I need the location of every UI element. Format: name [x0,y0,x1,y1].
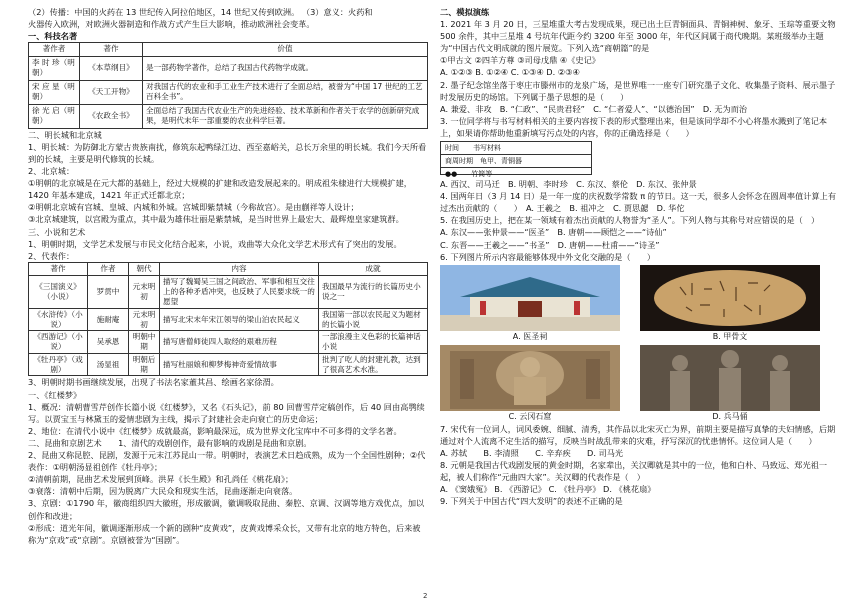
question-2: 2. 墨子纪念馆坐落于枣庄市滕州市的龙泉广场，是世界唯一一座专门研究墨子文化、收集墨子资料、展示墨子时发展历史的场馆。下列属于墨子思想的是（ ） [440,79,836,102]
table-row [29,276,428,308]
question-1-answers: A. ①②③ B. ①②④ C. ①③④ D. ②③④ [440,67,580,78]
th-work: 著作 [80,43,143,57]
question-3-answers: A. 西汉、司马迁 B. 明朝、李时珍 C. 东汉、蔡伦 D. 东汉、张仲景 [440,179,697,190]
question-5-answers-a: A. 东汉——张仲景——“医圣” B. 唐朝——顾恺之——“诗仙” [440,227,667,238]
question-9: 9. 下列关于中国古代“四大发明”的表述不正确的是 [440,496,623,507]
caption: B. 甲骨文 [712,331,748,341]
image-row-2 [440,345,840,423]
cell-achievement: 批判了吃人的封建礼教，达到了很高艺术水准。 [319,353,428,376]
paragraph: 2、地位：在清代小说中《红楼梦》成就最高，影响最深远，成为世界文化宝库中不可多得的文学名著。 [28,425,402,436]
temple-gate-image [440,265,620,331]
section-heading-opera: 二、昆曲和京剧艺术 1、清代的戏剧创作，最有影响的戏剧是昆曲和京剧。 [28,437,312,448]
section-heading-tech: 一、科技名著 [28,31,78,42]
th-content: 内容 [160,262,319,276]
cell-content: 描写北宋末年宋江领导的梁山泊农民起义 [160,308,319,331]
th-work: 著作 [29,262,88,276]
page-number: 2 [423,592,428,600]
th-achievement: 成就 [319,262,428,276]
table-row [29,308,428,331]
paragraph: 3、明朝时期书画继续发展，出现了书法名家董其昌、绘画名家徐渭。 [28,377,279,388]
terracotta-warriors-image [640,345,820,411]
cell-achievement: 一部浪漫主义色彩的长篇神话小说 [319,331,428,354]
paragraph: 3、京剧：①1790 年，徽商组织四大徽班，形成徽调，徽调吸取昆曲、秦腔、京调、汉调等地方戏优点，加以创作和改进； [28,498,425,521]
cell-value: 是一部药物学著作，总结了我国古代药物学成就。 [143,56,428,80]
cell-content: 描写唐僧师徒四人取经的艰难历程 [160,331,319,354]
question-3: 3. 一位同学将与书写材料相关的主要内容按下表的形式整理出来，但是该同学却不小心将墨水溅到了笔记本上，如果请你帮助他重新填写污点处的内容，你的正确选择是（ ） [440,115,828,138]
photo-oracle-bone [640,265,820,343]
photo-yishengci [440,265,620,343]
paragraph: 2、北京城： [28,166,75,177]
cell-author: 施耐庵 [88,308,129,331]
question-2-answers: A. 兼爱、非攻 B. “仁政”、“民贵君轻” C. “仁者爱人”、“以德治国” D. 无为而治 [440,103,748,114]
section-heading-novels: 三、小说和艺术 [28,226,86,237]
photo-yungang [440,345,620,423]
table-row: 时间 书写材料 [441,142,591,155]
section-heading-hongloumeng: 一、《红楼梦》 [28,389,82,400]
paragraph: ③北京城建筑，以宫殿为重点，其中最为雄伟壮丽是紫禁城，是当时世界上最宏大、最辉煌皇家建筑群。 [28,214,404,225]
table-row [29,331,428,354]
table-row [29,56,428,80]
caption: A. 医圣祠 [512,331,548,341]
cell-value: 对我国古代的农业和手工业生产技术进行了全面总结，被誉为“中国 17 世纪的工艺百科全书”。 [143,80,428,104]
question-8: 8. 元朝是我国古代戏剧发展的黄金时期，名家辈出，关汉卿就是其中的一位，他和白朴、马致远、郑光祖一起，被人们称作“元曲四大家”。关汉卿的代表作是（ ） [440,460,828,483]
table-row [29,353,428,376]
question-7-answers: A. 苏轼 B. 李清照 C. 辛弃疾 D. 司马光 [440,448,624,459]
paragraph: 2、昆曲又称昆腔、昆剧，发源于元末江苏昆山一带。明朝时，表演艺术日趋成熟，成为一个全国性剧种；②代表作：①明朝汤显祖创作《牡丹亭》； [28,450,426,473]
th-author: 作者 [88,262,129,276]
table-row [29,104,428,128]
writing-material-table [440,141,592,179]
cell-value: 全面总结了我国古代农业生产的先进经验、技术革新和作者关于农学的创新研究成果，是明代末年一部重要的农业科学巨著。 [143,104,428,128]
photo-terracotta [640,345,820,423]
cell-author: 罗贯中 [88,276,129,308]
question-5: 5. 在我国历史上，把在某一领域有着杰出贡献的人物誉为“圣人”。下列人物与其称号对应错误的是（ ） [440,215,820,226]
question-4: 4. 国两年日（3 月 14 日）是一年一度的庆祝数学常数 π 的节日。这一天，很多人会怀念在圆周率值计算上有过杰出贡献的（ ） A. 王羲之 B. 祖冲之 C. 贾思勰 D. 华佗 [440,191,837,214]
caption: C. 云冈石窟 [508,411,552,421]
table-row: ●● 竹简等 [445,170,493,179]
cell-author: 汤显祖 [88,353,129,376]
cell-work: 《西游记》（小说） [29,331,88,354]
cell-era: 明朝后期 [129,353,160,376]
cell-work: 《水浒传》（小说） [29,308,88,331]
question-1: 1. 2021 年 3 月 20 日，三星堆重大考古发现成果，现已出土巨青铜面具、青铜神树、象牙、玉琮等重要文物 500 余件，其中三星堆 4 号坑年代距今约 3200 年至 3000 年，年代区间属于商代晚期。某班级举办主题为“中国古代文明成就的图片展览。下列入选“商朝篇”的是 [440,19,836,54]
cell-work: 《本草纲目》 [80,56,143,80]
cell-era: 元末明初 [129,276,160,308]
table-row [29,80,428,104]
grotto-image [440,345,620,411]
cell-work: 《牡丹亭》（戏剧） [29,353,88,376]
paragraph: 2、代表作： [28,250,75,261]
cell-author: 宋 应 星（明朝） [29,80,80,104]
intro-line-1: （2）传播：中国的火药在 13 世纪传入阿拉伯地区，14 世纪又传到欧洲。 （3）意义：火药和 [28,7,373,17]
th-author: 著作者 [29,43,80,57]
cell-achievement: 我国最早为流行的长篇历史小说之一 [319,276,428,308]
cell-author: 徐 光 启（明朝） [29,104,80,128]
cell-era: 明朝中期 [129,331,160,354]
question-1-options: ①甲古文 ②四羊方尊 ③司母戊鼎 ④《史记》 [440,55,600,66]
table-row: 商周时期 龟甲、青铜器 [441,155,591,168]
paragraph: 1、明朝时期，文学艺术发展与市民文化结合起来，小说，戏曲等大众化文学艺术形式有了突出的发展。 [28,238,402,249]
cell-achievement: 我国第一部以农民起义为题材的长篇小说 [319,308,428,331]
intro-line-2: 火器传入欧洲，对欧洲火器制造和作战方式产生巨大影响，推动欧洲社会变革。 [28,19,315,30]
paragraph: 1、概况：清朝曹雪芹创作长篇小说《红楼梦》，又名《石头记》，前 80 回曹雪芹定稿创作，后 40 回由高鹗续写。以贾宝玉与林黛玉的爱情悲剧为主线，揭示了封建社会走向衰亡的历史命运； [28,401,425,424]
caption: D. 兵马俑 [712,411,748,421]
cell-content: 描写了魏蜀吴三国之间政治、军事和相互交往上的各种矛盾冲突，也反映了人民要求统一的愿望 [160,276,319,308]
oracle-bone-image [640,265,820,331]
question-6: 6. 下列图片所示内容最能够体现中外文化交融的是（ ） [440,251,656,262]
cell-author: 李 时 珍（明朝） [29,56,80,80]
paragraph: ②清朝前期，昆曲艺术发展到顶峰。洪昇《长生殿》和孔尚任《桃花扇》； [28,474,294,485]
cell-content: 描写杜丽娘和柳梦梅神奇爱情故事 [160,353,319,376]
th-era: 朝代 [129,262,160,276]
right-column [440,6,840,508]
question-8-answers: A. 《窦娥冤》 B. 《西游记》 C. 《牡丹亭》 D. 《桃花扇》 [440,484,656,495]
cell-work: 《三国演义》（小说） [29,276,88,308]
paragraph: ②形成：道光年间，徽调逐渐形成一个新的剧种“皮黄戏”，皮黄戏博采众长，又带有北京的地方特色，后来被称为“京戏”或“京剧”。京剧被誉为“国剧”。 [28,522,421,545]
paragraph: ③衰落：清朝中后期，因为脱离广大民众和现实生活，昆曲逐渐走向衰落。 [28,486,298,497]
tech-works-table [28,42,428,129]
left-column [28,6,428,546]
cell-era: 元末明初 [129,308,160,331]
th-value: 价值 [143,43,428,57]
image-row-1 [440,265,840,343]
literature-table [28,262,428,377]
paragraph: ②明朝北京城有宫城、皇城、内城和外城。宫城即紫禁城（今称故宫）。是由蒯祥等人设计； [28,202,359,213]
paragraph: ①明朝的北京城是在元大都的基础上，经过大规模的扩建和改造发展起来的。明成祖朱棣进行大规模扩建，1420 年基本建成，1421 年正式迁都北京； [28,178,412,201]
paragraph: 1、明长城：为防御北方蒙古贵族南扰，修筑东起鸭绿江边、西至嘉峪关，总长万余里的明长城。我们今天所看到的长城，主要是明代修筑的长城。 [28,141,427,164]
section-heading-practice: 二、模拟演练 [440,7,490,17]
cell-author: 吴承恩 [88,331,129,354]
cell-work: 《天工开物》 [80,80,143,104]
section-heading-greatwall: 二、明长城和北京城 [28,129,102,140]
question-5-answers-b: C. 东晋——王羲之——“书圣” D. 唐朝——杜甫——“诗圣” [440,239,660,250]
question-7: 7. 宋代有一位词人，词风委婉、细腻、清秀，其作品以北宋灭亡为界，前期主要是描写真挚的夫妇情感，后期通过对个人流离不定生活的描写，反映当时战乱带来的灾难，抒写深沉的忧患情怀。这位词人是（ ） [440,423,836,446]
cell-work: 《农政全书》 [80,104,143,128]
